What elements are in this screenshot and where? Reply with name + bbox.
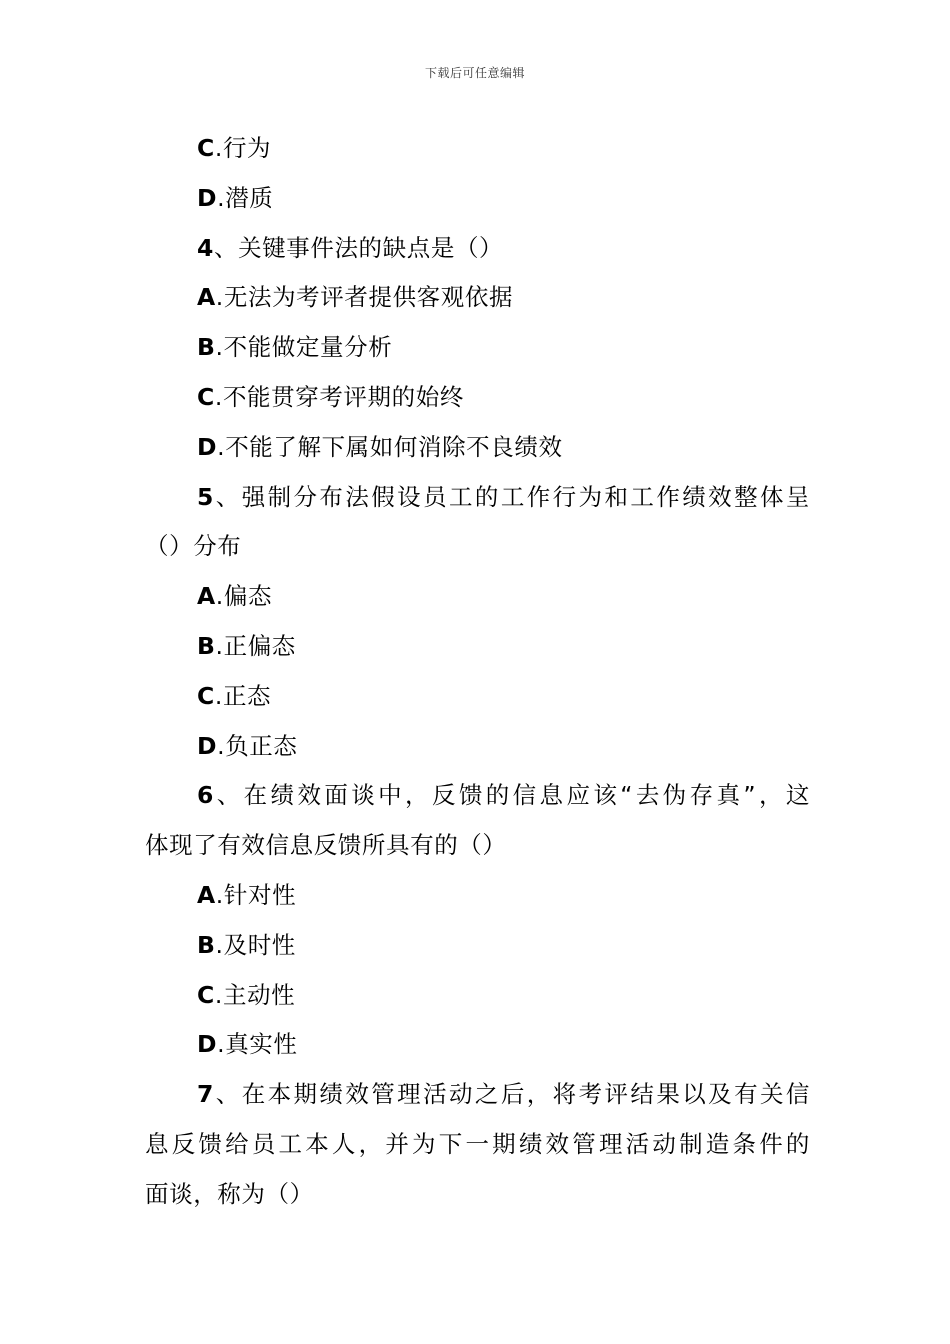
label-separator: .: [215, 582, 224, 611]
label-separator: .: [214, 681, 223, 710]
option-text: 及时性: [223, 930, 296, 959]
option-text: 真实性: [225, 1030, 298, 1059]
option-b: [145, 323, 810, 373]
option-text: 负正态: [225, 731, 298, 760]
label-separator: 、: [213, 482, 242, 511]
label-separator: 、: [213, 781, 244, 810]
question-7-continuation: 面谈，称为（）: [145, 1179, 314, 1208]
question-7: [145, 1070, 810, 1120]
option-label: A: [197, 582, 216, 611]
question-6-continuation: 体现了有效信息反馈所具有的（）: [145, 831, 507, 860]
question-number: 6: [197, 781, 214, 810]
label-separator: .: [215, 880, 224, 909]
question-text: 强制分布法假设员工的工作行为和工作绩效整体呈: [241, 482, 810, 511]
question-4: [145, 224, 810, 274]
question-text: 在绩效面谈中，反馈的信息应该“去伪存真”，这: [243, 781, 810, 810]
label-separator: .: [214, 134, 223, 162]
label-separator: .: [217, 731, 226, 760]
option-text: 行为: [222, 134, 272, 162]
option-text: 无法为考评者提供客观依据: [223, 283, 514, 312]
option-label: D: [197, 731, 218, 760]
option-text: 主动性: [222, 980, 296, 1009]
page-header: 下载后可任意编辑: [424, 66, 525, 80]
option-d: [145, 423, 810, 473]
option-label: B: [197, 333, 216, 362]
option-c: [145, 373, 810, 423]
option-text: 不能做定量分析: [223, 333, 393, 362]
option-text: 正态: [222, 681, 272, 710]
option-d: [145, 722, 810, 772]
label-separator: .: [217, 1030, 226, 1059]
question-number: 4: [197, 233, 214, 262]
option-label: B: [197, 631, 216, 660]
label-separator: 、: [213, 1080, 242, 1109]
option-d: [145, 1020, 810, 1070]
question-5-continuation: （）分布: [145, 532, 242, 561]
option-label: C: [197, 681, 215, 710]
label-separator: .: [217, 432, 226, 461]
option-label: B: [197, 930, 216, 959]
label-separator: .: [215, 333, 224, 362]
question-5: [145, 473, 810, 523]
label-separator: .: [215, 631, 224, 660]
option-label: D: [197, 1030, 218, 1059]
option-a: [145, 871, 810, 921]
option-label: A: [197, 880, 216, 909]
option-d: [145, 174, 810, 224]
question-7-continuation: 息反馈给员工本人，并为下一期绩效管理活动制造条件的: [145, 1129, 810, 1158]
option-text: 偏态: [223, 582, 273, 611]
option-label: C: [197, 980, 215, 1009]
option-a: [145, 572, 810, 622]
label-separator: .: [215, 930, 224, 959]
option-c: [145, 971, 810, 1021]
option-label: C: [197, 134, 215, 162]
question-number: 7: [197, 1080, 214, 1109]
label-separator: .: [214, 980, 223, 1009]
option-a: [145, 273, 810, 323]
question-number: 5: [197, 482, 214, 511]
option-b: [145, 921, 810, 971]
option-b: [145, 622, 810, 672]
question-text: 在本期绩效管理活动之后，将考评结果以及有关信: [241, 1080, 810, 1109]
option-text: 不能贯穿考评期的始终: [222, 382, 464, 411]
label-separator: .: [217, 183, 226, 212]
label-separator: .: [215, 283, 224, 312]
document-body: [145, 124, 810, 1220]
option-text: 正偏态: [223, 631, 296, 660]
question-6: [145, 771, 810, 821]
option-label: D: [197, 183, 218, 212]
option-text: 针对性: [223, 880, 297, 909]
question-text: 关键事件法的缺点是（）: [238, 233, 504, 262]
option-label: D: [197, 432, 218, 461]
option-label: C: [197, 382, 215, 411]
option-label: A: [197, 283, 216, 312]
option-c: [145, 672, 810, 722]
label-separator: .: [214, 382, 223, 411]
option-text: 潜质: [225, 183, 274, 212]
option-text: 不能了解下属如何消除不良绩效: [225, 432, 563, 461]
option-c: [145, 124, 810, 174]
label-separator: 、: [213, 233, 239, 262]
